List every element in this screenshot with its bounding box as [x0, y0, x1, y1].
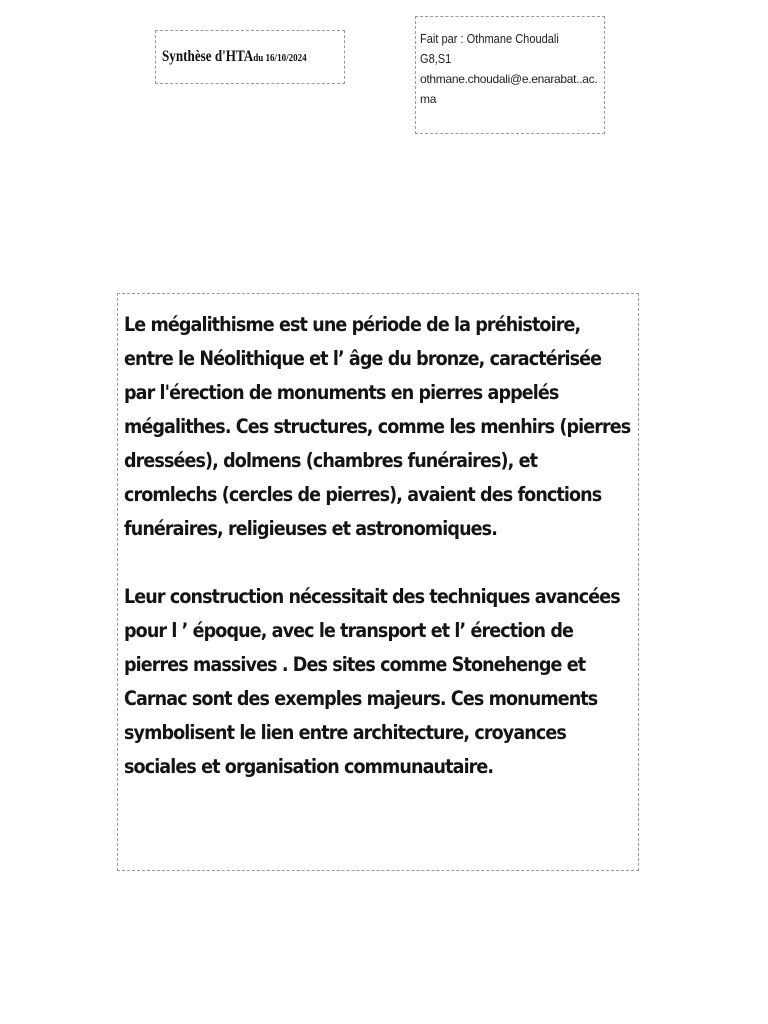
author-group: G8,S1	[420, 51, 452, 66]
document-date: du 16/10/2024	[253, 52, 307, 64]
author-box	[415, 16, 605, 134]
body-text-box	[117, 293, 639, 871]
document-title	[162, 48, 307, 66]
author-email: othmane.choudali@e.enarabat..ac.ma	[420, 72, 598, 106]
paragraph-2: Leur construction nécessitait des techniques avancées pour l ’ époque, avec le transport et l’ érection de pierres massives . Des sites comme Stonehenge et Carnac sont des exemples majeurs. Ces monuments symbolisent le lien entre architecture, croyances sociales et organisation communautaire.	[124, 585, 620, 778]
paragraph-1: Le mégalithisme est une période de la préhistoire, entre le Néolithique et l’ âge du bronze, caractérisée par l'érection de monuments en pierres appelés mégalithes. Ces structures, comme les menhirs (pierres dressées), dolmens (chambres funéraires), et cromlechs (cercles de pierres), avaient des fonctions funéraires, religieuses et astronomiques.	[124, 313, 631, 540]
document-title-text: Synthèse d'HTA	[162, 48, 254, 65]
author-name: Fait par : Othmane Choudali	[420, 31, 559, 46]
title-box	[155, 30, 345, 84]
